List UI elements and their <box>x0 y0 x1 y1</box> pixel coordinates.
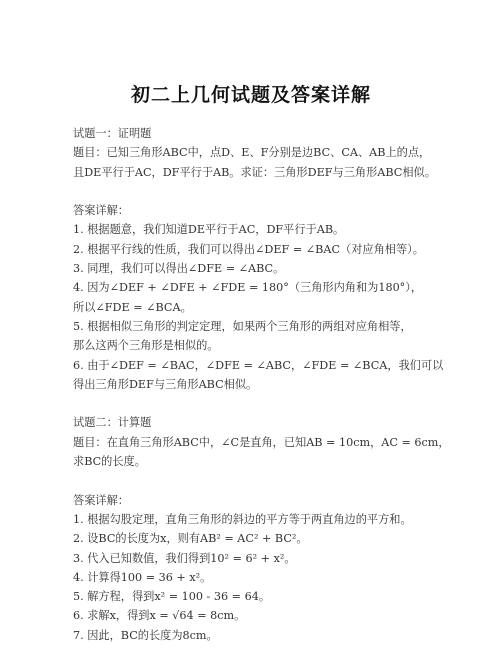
question-2-heading: 试题二：计算题 <box>73 416 152 430</box>
answer-1-line: 所以∠FDE = ∠BCA。 <box>73 300 192 314</box>
answer-2-line: 2. 设BC的长度为x，则有AB² = AC² + BC²。 <box>73 532 308 546</box>
answer-2-line: 4. 计算得100 = 36 + x²。 <box>73 570 212 584</box>
answer-1-line: 3. 同理，我们可以得出∠DFE = ∠ABC。 <box>73 262 285 276</box>
answer-1-heading: 答案详解： <box>73 204 129 218</box>
answer-1-line: 4. 因为∠DEF + ∠DFE + ∠FDE = 180°（三角形内角和为180°）， <box>73 281 423 295</box>
question-1-section <box>73 124 493 645</box>
question-1-heading: 试题一：证明题 <box>73 127 152 140</box>
answer-2-line: 3. 代入已知数值，我们得到10² = 6² + x²。 <box>73 551 296 565</box>
question-1-text-line: 题目：已知三角形ABC中，点D、E、F分别是边BC、CA、AB上的点， <box>73 146 431 160</box>
answer-1-line: 6. 由于∠DEF = ∠BAC，∠DFE = ∠ABC，∠FDE = ∠BCA，我们可以 <box>73 358 444 372</box>
answer-1-line: 得出三角形DEF与三角形ABC相似。 <box>73 377 258 391</box>
answer-1-line: 1. 根据题意，我们知道DE平行于AC，DF平行于AB。 <box>73 223 345 237</box>
question-2-text-line: 求BC的长度。 <box>73 455 146 469</box>
answer-1-line: 2. 根据平行线的性质，我们可以得出∠DEF = ∠BAC（对应角相等）。 <box>73 242 424 256</box>
answer-2-heading: 答案详解： <box>73 493 129 507</box>
answer-2-line: 6. 求解x，得到x = √64 = 8cm。 <box>73 609 246 623</box>
answer-1-line: 那么这两个三角形是相似的。 <box>73 339 219 353</box>
question-1-text-line: 且DE平行于AC，DF平行于AB。求证：三角形DEF与三角形ABC相似。 <box>73 165 436 179</box>
answer-1-line: 5. 根据相似三角形的判定定理，如果两个三角形的两组对应角相等， <box>73 319 412 333</box>
question-2-text-line: 题目：在直角三角形ABC中，∠C是直角，已知AB = 10cm，AC = 6cm， <box>73 435 450 449</box>
answer-2-line: 7. 因此，BC的长度为8cm。 <box>73 628 218 642</box>
answer-2-line: 5. 解方程，得到x² = 100 - 36 = 64。 <box>73 590 271 604</box>
answer-2-line: 1. 根据勾股定理，直角三角形的斜边的平方等于两直角边的平方和。 <box>73 512 412 526</box>
page-title: 初二上几何试题及答案详解 <box>130 84 371 106</box>
